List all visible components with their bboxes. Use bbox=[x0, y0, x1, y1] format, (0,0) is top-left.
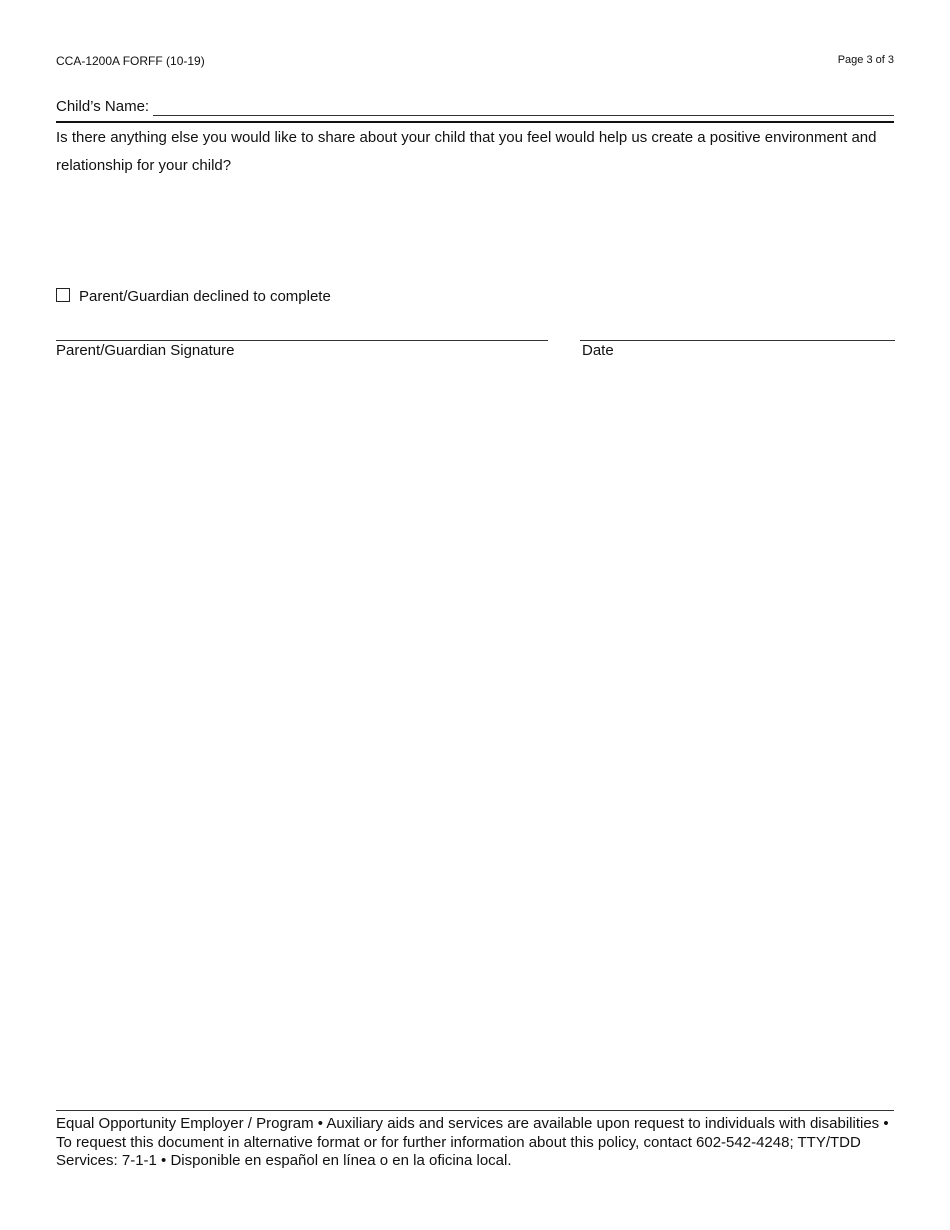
question-answer-field[interactable] bbox=[56, 184, 894, 278]
question-text: Is there anything else you would like to share about your child that you feel would help us create a positive environment and relationship for your child? bbox=[56, 129, 877, 174]
footer-notice: Equal Opportunity Employer / Program • Auxiliary aids and services are available upon request to individuals with disabilities • To request this document in alternative format or for further information about this policy, contact 602-542-4248; TTY/TDD Services: 7-1-1 • Disponible en español en línea o en la oficina local. bbox=[56, 1115, 889, 1169]
form-id: CCA-1200A FORFF (10-19) bbox=[56, 54, 205, 68]
footer-divider bbox=[56, 1110, 894, 1111]
signature-label: Parent/Guardian Signature bbox=[56, 342, 235, 359]
child-name-row bbox=[56, 96, 894, 116]
child-name-label: Child’s Name: bbox=[56, 98, 150, 115]
date-line[interactable] bbox=[580, 340, 895, 341]
child-name-input[interactable] bbox=[153, 97, 894, 116]
decline-checkbox[interactable] bbox=[56, 288, 70, 302]
decline-label: Parent/Guardian declined to complete bbox=[79, 288, 331, 305]
date-label: Date bbox=[582, 342, 614, 359]
decline-row[interactable] bbox=[56, 284, 331, 305]
section-divider bbox=[56, 121, 894, 123]
signature-line[interactable] bbox=[56, 340, 548, 341]
page-number: Page 3 of 3 bbox=[837, 54, 894, 66]
